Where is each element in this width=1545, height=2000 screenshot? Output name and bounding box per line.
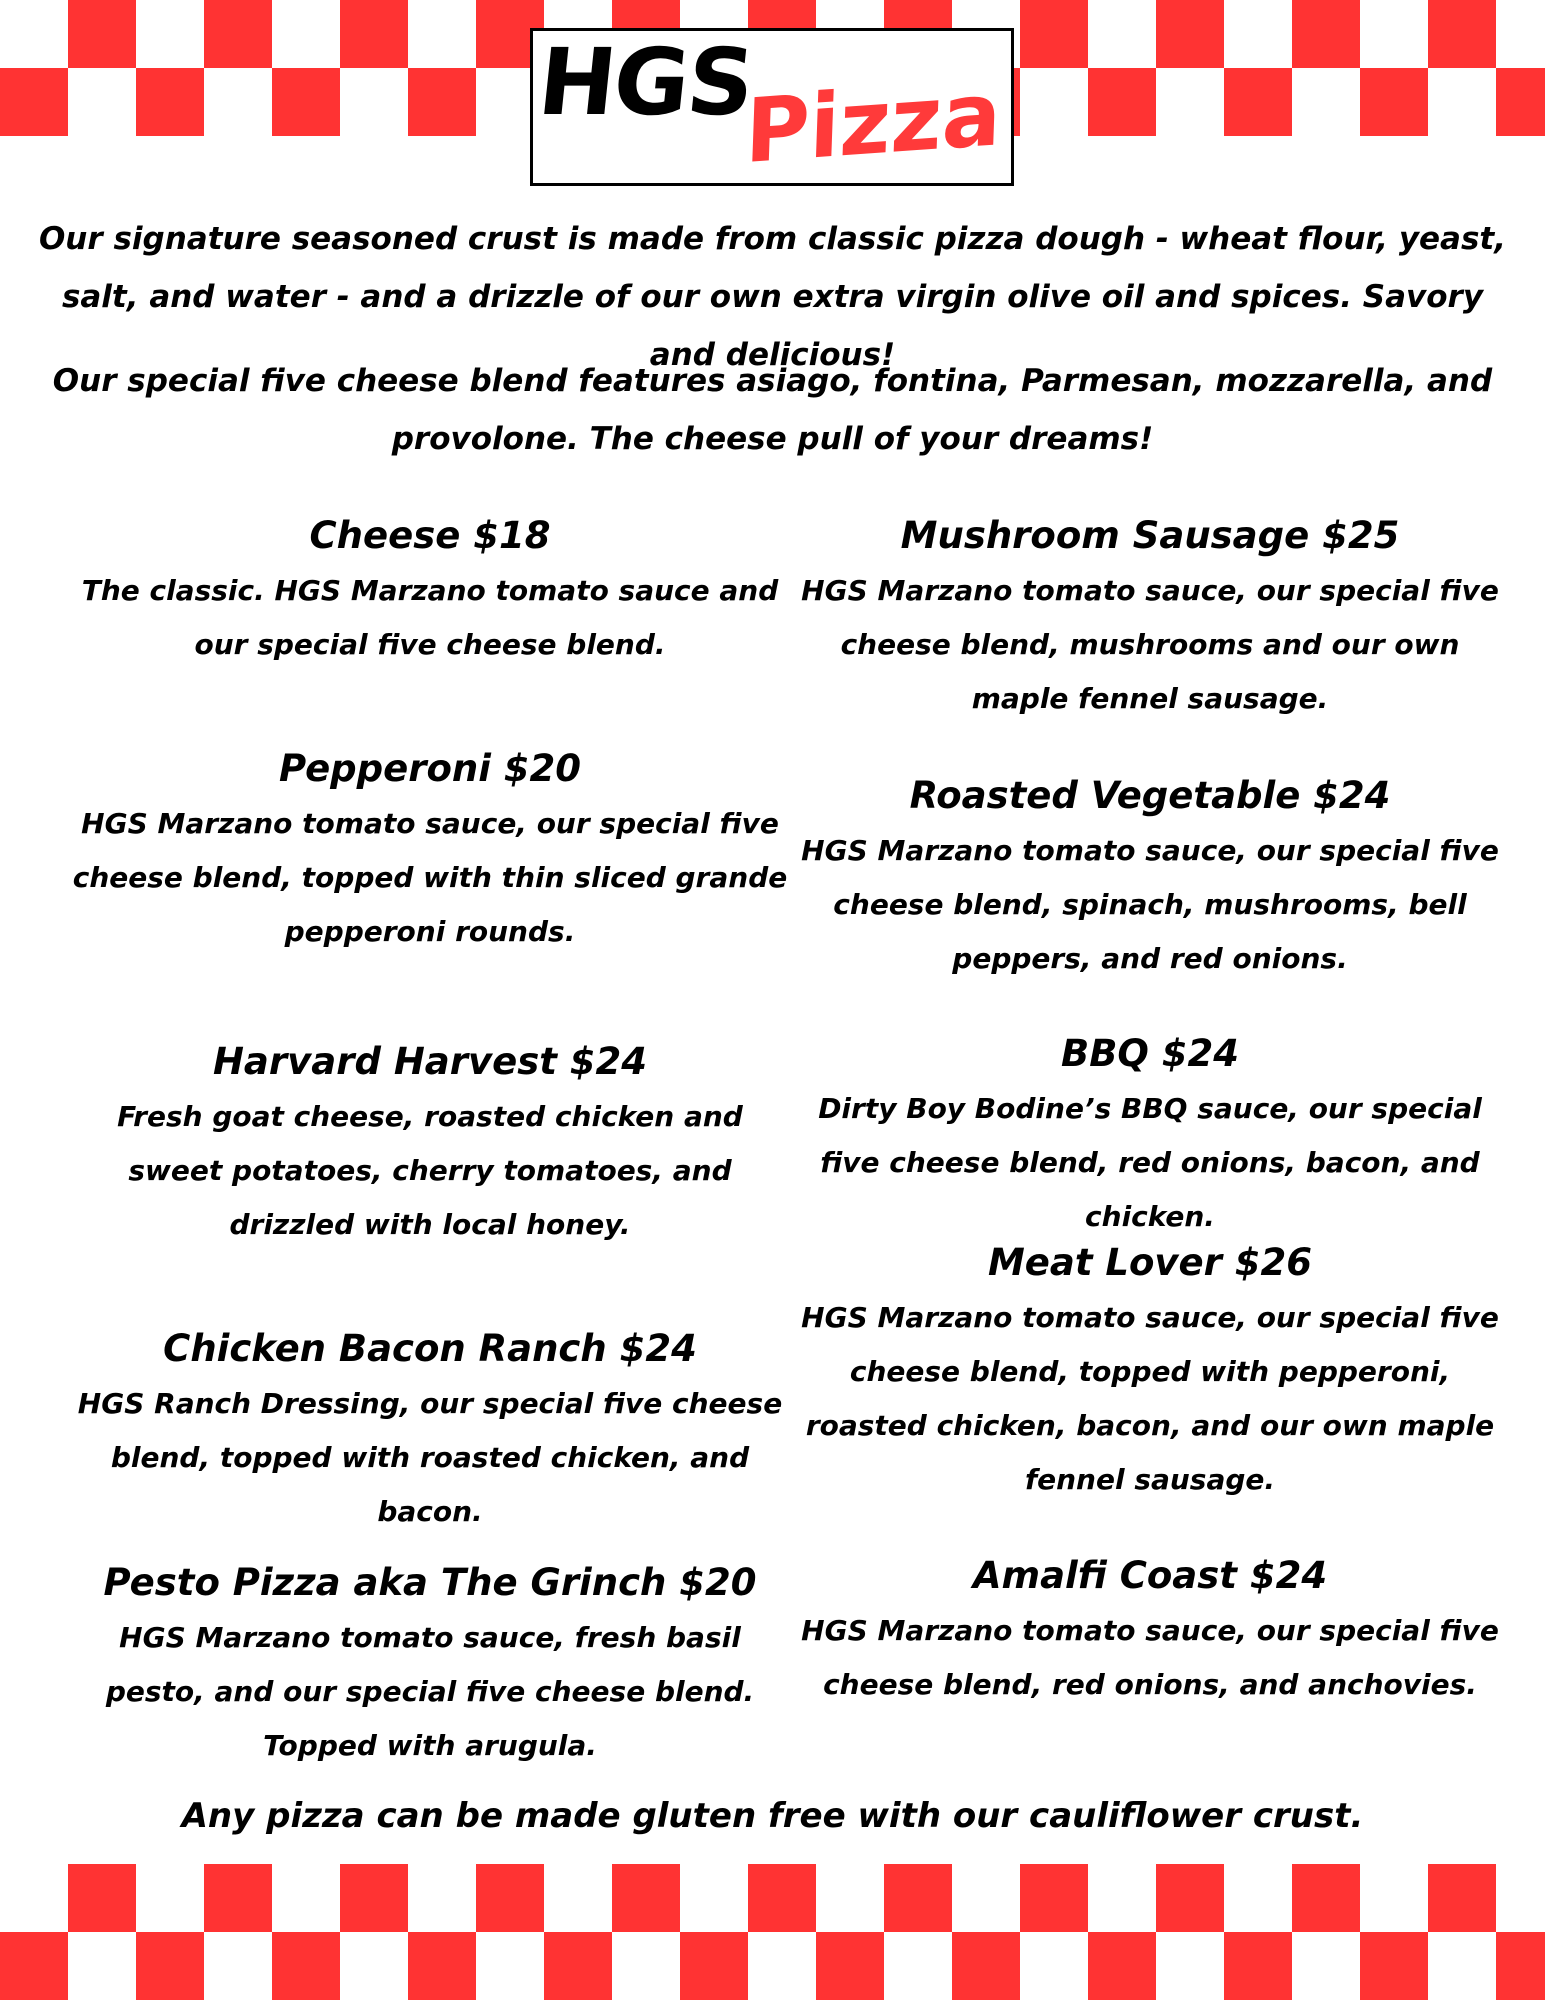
menu-item-title: Amalfi Coast $24 [972,1554,1328,1597]
intro-crust: Our signature seasoned crust is made from classic pizza dough - wheat flour, yeast, salt, and water - and a drizzle of our own extra virgin olive oil and spices. Savory and delicious! [38,221,1507,373]
menu-item-title: Cheese $18 [309,514,551,557]
menu-item-desc: HGS Ranch Dressing, our special five cheese blend, topped with roasted chicken, and bacon. [77,1387,783,1528]
menu-item-amalfi-coast [790,1550,1510,1712]
menu-item-title: Meat Lover $26 [987,1241,1313,1284]
menu-item-desc: Fresh goat cheese, roasted chicken and sweet potatoes, cherry tomatoes, and drizzled with local honey. [117,1100,743,1241]
menu-item-title: Mushroom Sausage $25 [900,514,1400,557]
checker-border-bottom [0,1864,1545,2000]
logo-pizza: Pizza [743,61,1003,184]
menu-item-desc: HGS Marzano tomato sauce, our special five cheese blend, topped with pepperoni, roasted chicken, bacon, and our own maple fennel sausage. [801,1301,1499,1496]
menu-item-pepperoni [70,743,790,959]
menu-item-title: Roasted Vegetable $24 [909,774,1391,817]
menu-item-title: Chicken Bacon Ranch $24 [163,1327,697,1370]
menu-item-title: BBQ $24 [1061,1032,1239,1075]
menu-item-desc: HGS Marzano tomato sauce, our special five cheese blend, topped with thin sliced grande pepperoni rounds. [72,807,788,948]
menu-item-pesto-pizza [70,1557,790,1773]
menu-item-roasted-vegetable [790,770,1510,986]
menu-item-title: Pesto Pizza aka The Grinch $20 [103,1561,757,1604]
menu-item-harvard-harvest [70,1036,790,1252]
menu-item-desc: Dirty Boy Bodine’s BBQ sauce, our special five cheese blend, red onions, bacon, and chicken. [818,1092,1482,1233]
menu-item-chicken-bacon-ranch [70,1323,790,1539]
menu-item-desc: HGS Marzano tomato sauce, our special five cheese blend, mushrooms and our own maple fennel sausage. [801,574,1499,715]
menu-item-desc: HGS Marzano tomato sauce, our special five cheese blend, spinach, mushrooms, bell peppers, and red onions. [801,834,1499,975]
intro-cheese: Our special five cheese blend features asiago, fontina, Parmesan, mozzarella, and provolone. The cheese pull of your dreams! [52,363,1493,457]
menu-item-bbq [790,1028,1510,1244]
menu-item-meat-lover [790,1237,1510,1507]
menu-item-desc: HGS Marzano tomato sauce, our special five cheese blend, red onions, and anchovies. [801,1614,1499,1701]
logo [530,28,1014,186]
menu-item-mushroom-sausage [790,510,1510,726]
menu-item-desc: The classic. HGS Marzano tomato sauce and our special five cheese blend. [81,574,779,661]
logo-hgs: HGS [533,29,758,136]
menu-item-title: Pepperoni $20 [278,747,582,790]
menu-item-desc: HGS Marzano tomato sauce, fresh basil pesto, and our special five cheese blend. Topped with arugula. [105,1621,755,1762]
gluten-free-note: Any pizza can be made gluten free with our cauliflower crust. [181,1796,1364,1836]
menu-item-cheese [70,510,790,672]
menu-item-title: Harvard Harvest $24 [212,1040,648,1083]
